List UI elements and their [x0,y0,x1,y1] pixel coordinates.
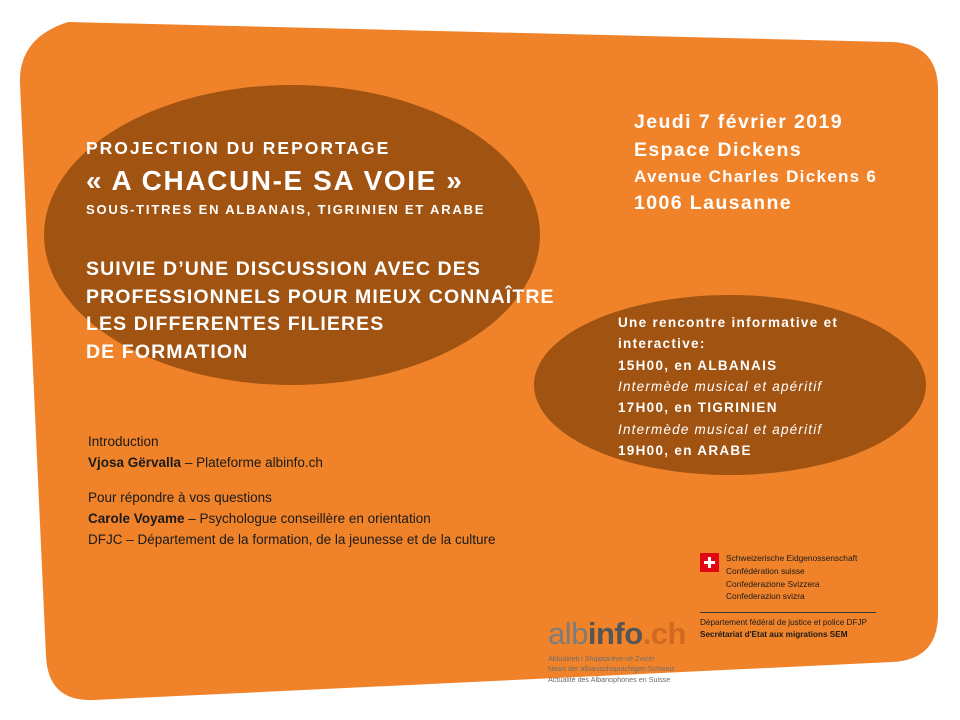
swiss-name-de: Schweizerische Eidgenossenschaft [726,553,858,563]
discussion-line-1: SUIVIE D’UNE DISCUSSION AVEC DES [86,258,481,280]
albinfo-taglines [548,654,748,685]
discussion-line-2: PROFESSIONNELS POUR MIEUX CONNAÎTRE [86,285,555,308]
credits-spacer [88,474,608,488]
discussion-line-3: LES DIFFERENTES FILIERES [86,313,385,336]
credits-questions-name: Carole Voyame [88,510,185,526]
headline-kicker: PROJECTION DU REPORTAGE [86,138,391,158]
credits-questions-label: Pour répondre à vos questions [88,489,272,505]
swiss-logo-names [726,552,857,603]
schedule-block [618,312,938,461]
credits-questions-role: – Psychologue conseillère en orientation [184,510,431,526]
headline-block [86,138,626,217]
event-address: Avenue Charles Dickens 6 [634,166,878,186]
swiss-dept-line-2: Secrétariat d'Etat aux migrations SEM [700,630,848,640]
discussion-line-4: DE FORMATION [86,341,249,364]
schedule-item: 15H00, en ALBANAIS [618,357,778,373]
albinfo-word-dotch: .ch [642,616,686,651]
swiss-logo-row [700,552,950,603]
swiss-dept-line-1: Département fédéral de justice et police DFJP [700,618,868,628]
credits-intro-name: Vjosa Gërvalla [88,454,182,470]
schedule-item: 17H00, en TIGRINIEN [618,400,778,416]
albinfo-tagline-sq: Aktualiteti i Shqiptarëve në Zvicër [548,654,655,663]
schedule-intro-line-1: Une rencontre informative et [618,315,839,330]
discussion-block [86,256,646,367]
albinfo-word-alb: alb [548,616,588,651]
swiss-cross-icon [700,553,719,572]
credits-department: DFJC – Département de la formation, de la jeunesse et de la culture [88,531,496,547]
swiss-name-fr: Confédération suisse [726,565,805,576]
schedule-intro-line-2: interactive: [618,336,706,352]
subtitles-note: SOUS-TITRES EN ALBANAIS, TIGRINIEN ET ARABE [86,202,486,217]
venue-block [634,108,944,217]
event-place: Espace Dickens [634,139,803,162]
albinfo-word-info: info [587,616,643,651]
film-title: « A CHACUN-E SA VOIE » [86,165,464,196]
credits-block [88,432,608,551]
swiss-department-block [700,612,876,642]
event-city: 1006 Lausanne [634,192,793,215]
credits-intro-role: – Plateforme albinfo.ch [181,454,323,470]
swiss-confederation-logo [700,552,950,642]
swiss-name-rm: Confederaziun svizra [726,591,805,602]
schedule-item: 19H00, en ARABE [618,442,752,458]
schedule-item: Intermède musical et apéritif [618,378,823,394]
event-date: Jeudi 7 février 2019 [634,111,844,133]
credits-intro-line [88,453,608,474]
credits-questions-line [88,509,608,530]
credits-intro-label: Introduction [88,434,159,449]
albinfo-tagline-fr: Actualité des Albanophones en Suisse [548,674,671,684]
schedule-item: Intermède musical et apéritif [618,421,823,437]
swiss-name-it: Confederazione Svizzera [726,578,820,589]
albinfo-tagline-de: News der albanischsprachigen Schweiz [548,664,675,674]
